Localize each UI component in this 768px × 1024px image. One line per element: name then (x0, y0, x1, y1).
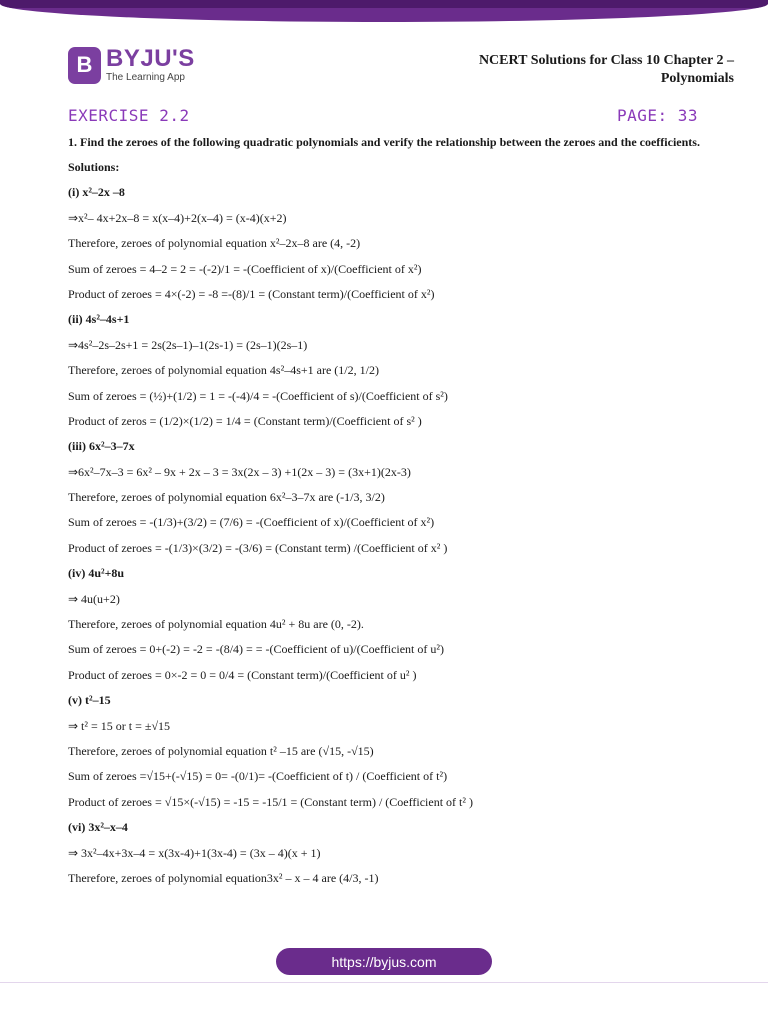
footer-url-link[interactable]: https://byjus.com (276, 948, 492, 975)
solution-line: Product of zeroes = 4×(-2) = -8 =-(8)/1 = (Constant term)/(Coefficient of x²) (68, 286, 435, 301)
solution-line: Therefore, zeroes of polynomial equation x²–2x–8 are (4, -2) (68, 236, 361, 251)
part-heading: (i) x²–2x –8 (68, 185, 125, 200)
solution-line: ⇒ 4u(u+2) (68, 591, 120, 606)
solution-line: Sum of zeroes =√15+(-√15) = 0= -(0/1)= -(Coefficient of t) / (Coefficient of t²) (68, 769, 448, 784)
solution-line: Sum of zeroes = 4–2 = 2 = -(-2)/1 = -(Coefficient of x)/(Coefficient of x²) (68, 261, 422, 276)
solution-line: Sum of zeroes = 0+(-2) = -2 = -(8/4) = = -(Coefficient of u)/(Coefficient of u²) (68, 642, 444, 657)
solutions-label: Solutions: (68, 160, 120, 174)
solution-line: Sum of zeroes = -(1/3)+(3/2) = (7/6) = -(Coefficient of x)/(Coefficient of x²) (68, 515, 435, 530)
solution-line: Product of zeros = (1/2)×(1/2) = 1/4 = (Constant term)/(Coefficient of s² ) (68, 413, 422, 428)
logo-mark: B (68, 47, 101, 84)
solution-line: Therefore, zeroes of polynomial equation 4s²–4s+1 are (1/2, 1/2) (68, 363, 379, 378)
solution-line: Therefore, zeroes of polynomial equation 4u² + 8u are (0, -2). (68, 617, 364, 632)
solution-line: Therefore, zeroes of polynomial equation t² –15 are (√15, -√15) (68, 743, 374, 758)
solution-line: ⇒ 3x²–4x+3x–4 = x(3x-4)+1(3x-4) = (3x – 4)(x + 1) (68, 845, 321, 860)
page-number: PAGE: 33 (616, 106, 698, 125)
solution-line: Product of zeroes = 0×-2 = 0 = 0/4 = (Constant term)/(Coefficient of u² ) (68, 667, 417, 682)
document-title-line2: Polynomials (660, 71, 734, 86)
solution-line: ⇒ t² = 15 or t = ±√15 (68, 718, 171, 733)
solution-line: Therefore, zeroes of polynomial equation3x² – x – 4 are (4/3, -1) (68, 870, 379, 885)
part-heading: (v) t²–15 (68, 693, 111, 708)
byjus-logo (68, 45, 195, 85)
part-heading: (vi) 3x²–x–4 (68, 820, 128, 835)
exercise-heading: EXERCISE 2.2 (68, 106, 190, 125)
part-heading: (ii) 4s²–4s+1 (68, 312, 130, 327)
part-heading: (iii) 6x²–3–7x (68, 439, 135, 454)
logo-text (106, 47, 195, 83)
solution-line: Sum of zeroes = (½)+(1/2) = 1 = -(-4)/4 = -(Coefficient of s)/(Coefficient of s²) (68, 388, 448, 403)
solution-line: ⇒4s²–2s–2s+1 = 2s(2s–1)–1(2s-1) = (2s–1)(2s–1) (68, 337, 308, 352)
top-decorative-band (0, 0, 768, 22)
logo-tagline: The Learning App (106, 72, 185, 83)
solution-line: Product of zeroes = √15×(-√15) = -15 = -15/1 = (Constant term) / (Coefficient of t² ) (68, 794, 473, 809)
solution-line: Product of zeroes = -(1/3)×(3/2) = -(3/6) = (Constant term) /(Coefficient of x² ) (68, 540, 448, 555)
logo-name: BYJU'S (106, 45, 195, 72)
document-title (479, 52, 734, 88)
solution-line: ⇒x²– 4x+2x–8 = x(x–4)+2(x–4) = (x-4)(x+2) (68, 210, 287, 225)
solution-line: Therefore, zeroes of polynomial equation 6x²–3–7x are (-1/3, 3/2) (68, 490, 385, 505)
solution-content (68, 135, 708, 896)
solution-line: ⇒6x²–7x–3 = 6x² – 9x + 2x – 3 = 3x(2x – 3) +1(2x – 3) = (3x+1)(2x-3) (68, 464, 411, 479)
question-text: 1. Find the zeroes of the following quadratic polynomials and verify the relationship between the zeroes and the coefficients. (68, 135, 700, 149)
part-heading: (iv) 4u²+8u (68, 566, 125, 581)
footer-divider (0, 982, 768, 983)
document-title-line1: NCERT Solutions for Class 10 Chapter 2 – (478, 53, 734, 68)
